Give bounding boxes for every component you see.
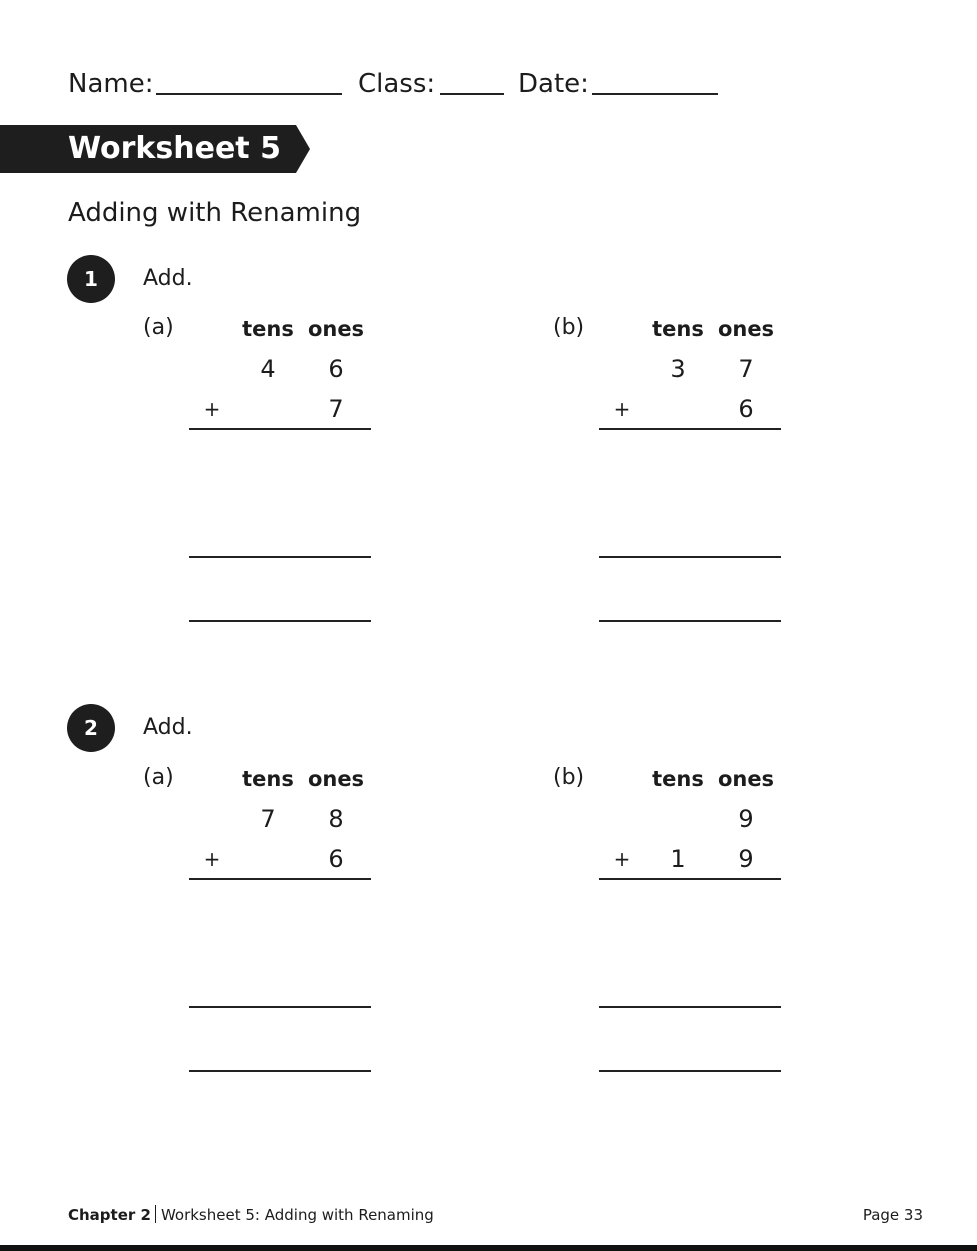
- q2a-ones-header: ones: [307, 767, 365, 791]
- question-1-instruction: Add.: [143, 266, 193, 291]
- question-number-1: 1: [67, 255, 115, 303]
- q1b-top-tens: 3: [670, 355, 686, 383]
- q2b-bottom-tens: 1: [670, 845, 686, 873]
- q2a-tens-header: tens: [242, 767, 294, 791]
- q2b-sum-rule: [599, 878, 781, 880]
- q1b-ones-header: ones: [717, 317, 775, 341]
- q2a-bottom-ones: 6: [328, 845, 344, 873]
- q2a-answer-line-1[interactable]: [189, 1006, 371, 1008]
- q2a-label: (a): [143, 765, 174, 790]
- q1b-answer-line-2[interactable]: [599, 620, 781, 622]
- footer-page-number: Page 33: [862, 1206, 923, 1224]
- q1a-answer-line-1[interactable]: [189, 556, 371, 558]
- q1a-label: (a): [143, 315, 174, 340]
- class-label: Class:: [358, 69, 436, 99]
- footer-chapter: Chapter 2: [68, 1206, 151, 1224]
- q1b-tens-header: tens: [652, 317, 704, 341]
- footer-separator: [155, 1205, 156, 1223]
- q2a-top-ones: 8: [328, 805, 344, 833]
- question-2-instruction: Add.: [143, 715, 193, 740]
- q1b-sum-rule: [599, 428, 781, 430]
- q1a-top-tens: 4: [260, 355, 276, 383]
- q2b-top-ones: 9: [738, 805, 754, 833]
- q1a-tens-header: tens: [242, 317, 294, 341]
- name-label: Name:: [68, 69, 154, 99]
- q1a-answer-line-2[interactable]: [189, 620, 371, 622]
- q2a-plus-sign: +: [203, 847, 221, 871]
- q1a-top-ones: 6: [328, 355, 344, 383]
- page-bottom-border: [0, 1245, 977, 1251]
- q2a-answer-line-2[interactable]: [189, 1070, 371, 1072]
- q2a-top-tens: 7: [260, 805, 276, 833]
- q2b-label: (b): [553, 765, 585, 790]
- q1b-label: (b): [553, 315, 585, 340]
- q2b-ones-header: ones: [717, 767, 775, 791]
- q1a-bottom-ones: 7: [328, 395, 344, 423]
- q1a-sum-rule: [189, 428, 371, 430]
- name-field[interactable]: [156, 93, 342, 95]
- class-field[interactable]: [440, 93, 504, 95]
- q2b-answer-line-1[interactable]: [599, 1006, 781, 1008]
- date-field[interactable]: [592, 93, 718, 95]
- q1b-top-ones: 7: [738, 355, 754, 383]
- q2b-bottom-ones: 9: [738, 845, 754, 873]
- worksheet-title: Worksheet 5: [68, 131, 281, 166]
- q2b-answer-line-2[interactable]: [599, 1070, 781, 1072]
- question-number-2: 2: [67, 704, 115, 752]
- footer-title: Worksheet 5: Adding with Renaming: [160, 1206, 434, 1224]
- date-label: Date:: [518, 69, 589, 99]
- q1b-plus-sign: +: [613, 397, 631, 421]
- q1b-bottom-ones: 6: [738, 395, 754, 423]
- footer-left: [68, 1205, 434, 1225]
- q1b-answer-line-1[interactable]: [599, 556, 781, 558]
- worksheet-subtitle: Adding with Renaming: [68, 198, 362, 228]
- q1a-ones-header: ones: [307, 317, 365, 341]
- q1a-plus-sign: +: [203, 397, 221, 421]
- q2a-sum-rule: [189, 878, 371, 880]
- q2b-tens-header: tens: [652, 767, 704, 791]
- q2b-plus-sign: +: [613, 847, 631, 871]
